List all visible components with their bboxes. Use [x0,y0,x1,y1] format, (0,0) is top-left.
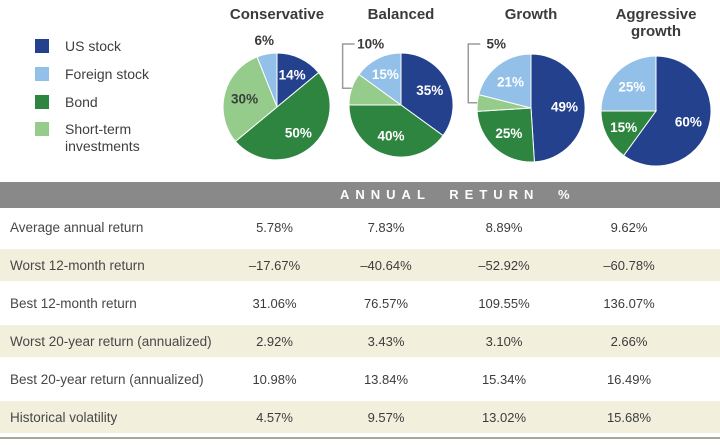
cell-value: 13.84% [363,371,409,387]
table-row-historical-volatility [0,398,720,436]
pie-label: 35% [416,83,444,99]
row-label: Best 12-month return [10,295,137,311]
cell-value: 2.92% [256,333,293,349]
cell-value: 10.98% [252,371,297,387]
cell-value: 8.89% [485,219,523,235]
cell-value: 31.06% [252,295,297,311]
cell-value: 109.55% [478,295,530,311]
cell-value: 16.49% [606,371,652,387]
row-label: Best 20-year return (annualized) [10,371,204,387]
table-header-bar [0,182,720,208]
pie-label: 21% [496,74,524,90]
cell-value: –17.67% [248,257,301,273]
pie-label: 14% [278,67,306,83]
table-row-worst-12-month-return [0,246,720,284]
pie-title-aggressive-growth: Aggressive growth [615,6,697,41]
pie-outside-label: 6% [254,32,275,48]
cell-value: 76.57% [363,295,409,311]
pie-title-balanced: Balanced [367,6,435,23]
table-row-worst-20-year-return [0,322,720,360]
cell-value: 3.10% [485,333,523,349]
cell-value: 15.68% [606,409,652,425]
row-label: Worst 12-month return [10,257,145,273]
cell-value: 13.02% [481,409,527,425]
pie-label: 49% [550,99,578,115]
pie-label: 15% [371,67,399,83]
cell-value: 9.57% [367,409,405,425]
row-label: Historical volatility [10,409,118,425]
cell-value: 9.62% [610,219,648,235]
row-label: Worst 20-year return (annualized) [10,333,212,349]
table-row-best-20-year-return [0,360,720,398]
cell-value: –52.92% [478,257,530,273]
cell-value: 136.07% [603,295,655,311]
cell-value: 4.57% [256,409,293,425]
bottom-divider [0,437,720,439]
cell-value: 5.78% [256,219,293,235]
pie-label: 40% [377,128,405,144]
pie-callout-label: 5% [486,36,507,52]
cell-value: 2.66% [610,333,648,349]
pie-label: 25% [495,125,523,141]
pie-callout-label: 10% [357,36,385,52]
cell-value: 15.34% [481,371,527,387]
cell-value: 3.43% [367,333,405,349]
pie-label: 50% [284,125,312,141]
annual-return-table [0,182,720,436]
pie-label: 30% [231,91,259,107]
legend-label: Short-term investments [65,121,140,155]
cell-value: 7.83% [367,219,405,235]
cell-value: –60.78% [603,257,655,273]
legend-label: Foreign stock [65,65,150,82]
callout-line [343,44,355,88]
legend-label: Bond [65,93,98,110]
pie-charts [0,0,720,182]
pie-label: 25% [618,79,646,95]
cell-value: –40.64% [360,257,412,273]
pie-label: 60% [674,114,702,130]
table-header-title: ANNUAL RETURN % [340,187,576,202]
row-label: Average annual return [10,219,144,235]
table-row-best-12-month-return [0,284,720,322]
legend-label: US stock [65,38,122,54]
pie-title-conservative: Conservative [229,6,325,23]
pie-title-growth: Growth [504,6,558,23]
pie-label: 15% [610,120,638,136]
table-row-average-annual-return [0,208,720,246]
